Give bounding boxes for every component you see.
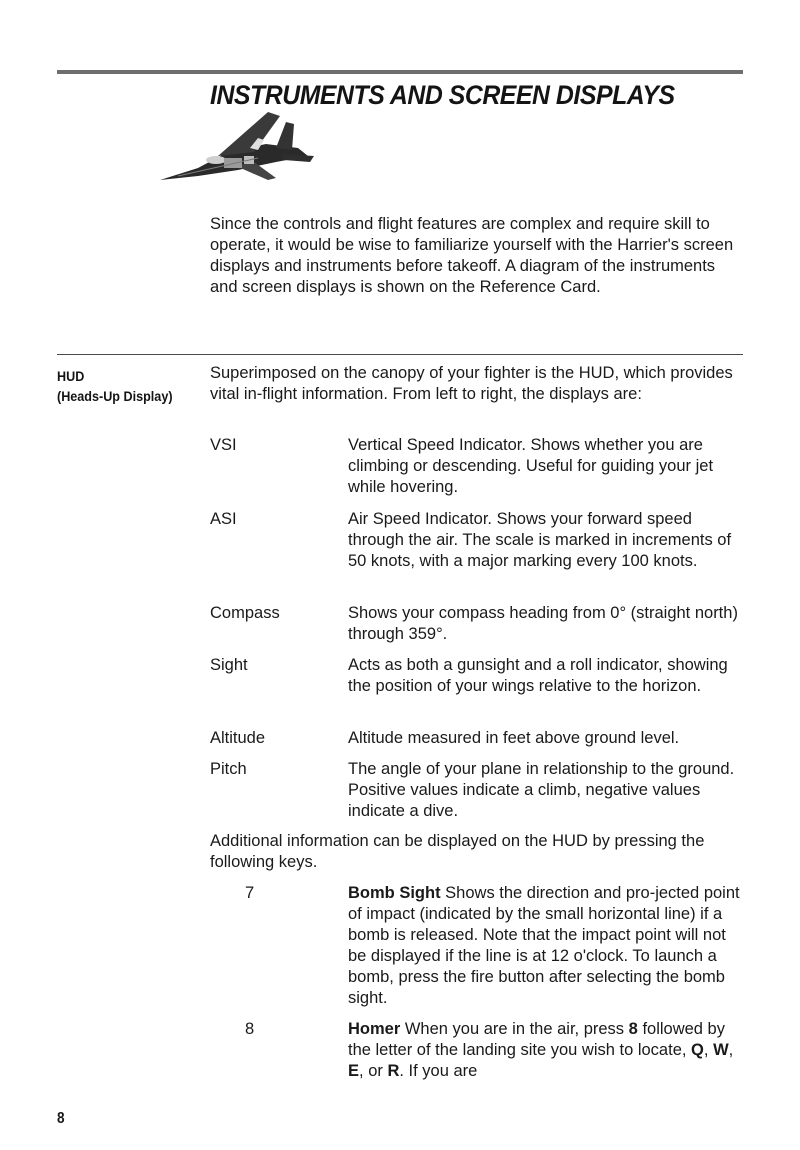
key-description: Shows the direction and pro-jected point of impact (indicated by the small horizontal line) if a bomb is released. Note that the impact point will not be displayed if the line is at 12 o'clock. To launch a bomb, press the fire button after selecting the bomb sight. [348,884,740,1007]
key-description: followed by the letter of the landing site you wish to locate, [348,1020,725,1059]
display-term: Compass [210,604,280,622]
display-term: Sight [210,656,248,674]
display-definition: Altitude measured in feet above ground level. [348,729,680,747]
display-term: Altitude [210,729,266,747]
landing-site-key: W [713,1041,729,1059]
key-definition: Homer When you are in the air, press 8 followed by the letter of the landing site you wish to locate, Q, W, E, or R. If you are [348,1020,734,1080]
display-definition: Acts as both a gunsight and a roll indicator, showing the position of your wings relative to the horizon. [348,656,728,695]
section-label-subtitle: (Heads-Up Display) [57,388,173,404]
section-rule [57,354,743,355]
display-definition: Air Speed Indicator. Shows your forward speed through the air. The scale is marked in increments of 50 knots, with a major marking every 100 knots. [348,510,732,570]
conjunction-text: or [368,1062,383,1080]
intro-paragraph: Since the controls and flight features are complex and require skill to operate, it would be wise to familiarize yourself with the Harrier's screen displays and instruments before takeoff. A diagram of the instruments and screen displays is shown on the Reference Card. [210,215,734,296]
section-label-hud: HUD [57,368,85,384]
page-title: INSTRUMENTS AND SCREEN DISPLAYS [210,80,675,110]
key-number: 7 [245,884,255,902]
key-number: 8 [245,1020,255,1038]
harrier-jet-icon [158,108,318,186]
display-definition: The angle of your plane in relationship to the ground. Positive values indicate a climb, negative values indicate a dive. [348,760,735,820]
additional-info-paragraph: Additional information can be displayed on the HUD by pressing the following keys. [210,832,705,871]
display-term: VSI [210,436,237,454]
hud-intro-paragraph: Superimposed on the canopy of your fighter is the HUD, which provides vital in-flight information. From left to right, the displays are: [210,364,733,403]
display-definition: Shows your compass heading from 0° (straight north) through 359°. [348,604,738,643]
landing-site-key: Q [691,1041,704,1059]
key-description: When you are in the air, press [404,1020,625,1038]
landing-site-key: E [348,1062,360,1080]
section-label [57,366,192,406]
display-term: Pitch [210,760,247,778]
top-rule [57,70,743,74]
display-term: ASI [210,510,237,528]
key-name: Bomb Sight [348,884,441,902]
key-name: Homer [348,1020,401,1038]
landing-site-key: R [387,1062,400,1080]
key-definition [348,883,740,1009]
key-reference: 8 [628,1020,638,1038]
page-number: 8 [57,1110,65,1127]
key-description: If you are [408,1062,478,1080]
display-definition: Vertical Speed Indicator. Shows whether you are climbing or descending. Useful for guiding your jet while hovering. [348,436,714,496]
